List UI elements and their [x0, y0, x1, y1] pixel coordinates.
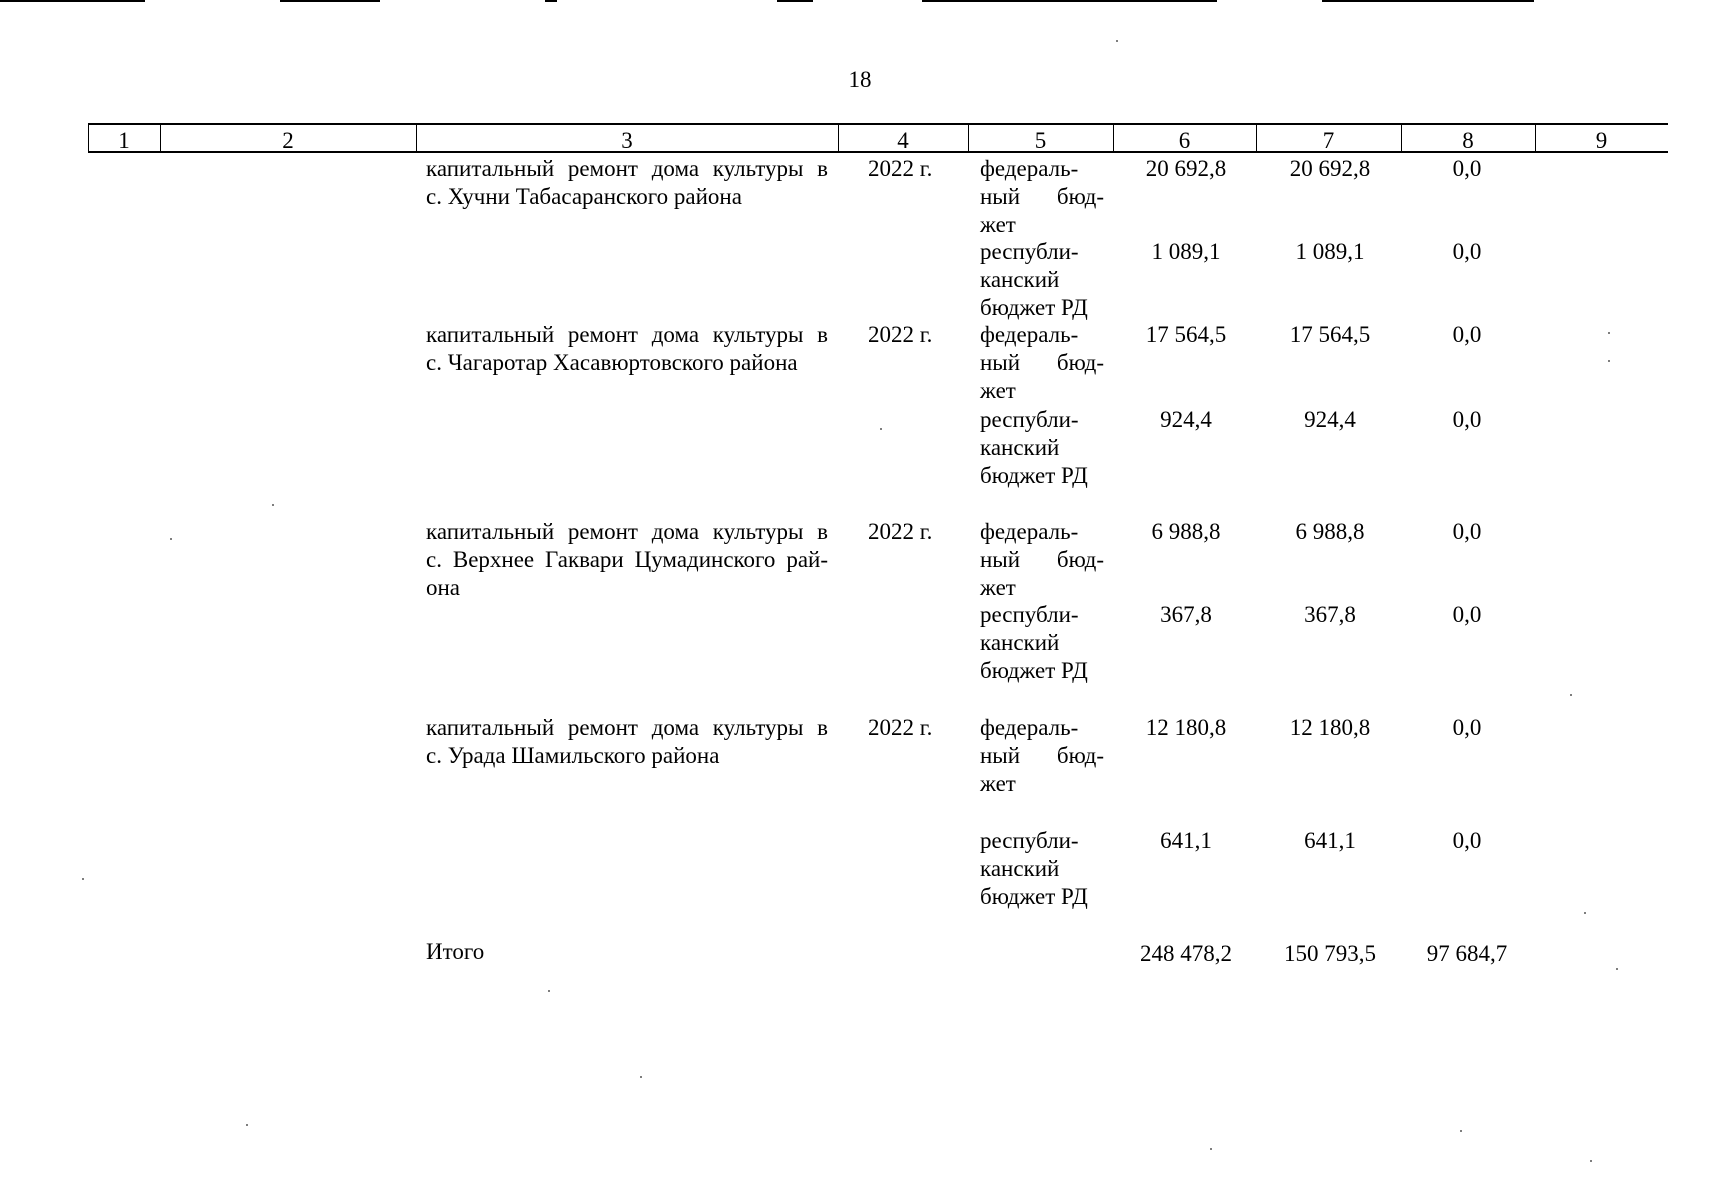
funding-source: [980, 406, 1104, 490]
scan-speck: [880, 428, 882, 430]
funding-source: [980, 238, 1104, 322]
amount-cell: 12 180,8: [1145, 715, 1227, 740]
scan-edge-mark: [777, 0, 813, 2]
amount-cell: 17 564,5: [1289, 322, 1371, 347]
amount-cell: 1 089,1: [1295, 239, 1365, 264]
amount-cell: 1 089,1: [1151, 239, 1221, 264]
amount-cell: 367,8: [1160, 602, 1212, 627]
description-line: с. Урада Шамильского района: [426, 743, 720, 768]
funding-source-line: федераль-: [980, 156, 1079, 181]
scan-speck: [1616, 968, 1618, 970]
scan-speck: [1116, 40, 1118, 42]
funding-source-line: жет: [980, 575, 1016, 600]
column-number: 9: [1595, 128, 1608, 153]
column-number: 5: [1034, 128, 1047, 153]
funding-source-line: республи-: [980, 602, 1079, 627]
table-header-top-rule: [88, 123, 1668, 125]
amount-cell: 17 564,5: [1145, 322, 1227, 347]
funding-source: [980, 714, 1104, 798]
funding-source-line: федераль-: [980, 715, 1079, 740]
object-description: [426, 714, 828, 770]
amount-cell: 0,0: [1452, 828, 1482, 853]
funding-source-line: республи-: [980, 407, 1079, 432]
funding-source: [980, 155, 1104, 239]
object-description: [426, 321, 828, 377]
scan-speck: [1590, 1160, 1592, 1162]
funding-source-line: жет: [980, 212, 1016, 237]
year-cell: 2022 г.: [868, 519, 933, 544]
column-number: 1: [118, 128, 130, 153]
scan-speck: [272, 504, 274, 506]
scan-edge-mark: [545, 0, 557, 2]
scan-speck: [1570, 694, 1572, 696]
funding-source-line: бюджет РД: [980, 884, 1088, 909]
amount-cell: 20 692,8: [1289, 156, 1371, 181]
amount-cell: 0,0: [1452, 519, 1482, 544]
funding-source: [980, 601, 1104, 685]
description-line: капитальный ремонт дома культуры в: [426, 322, 828, 347]
scan-speck: [1210, 1148, 1212, 1150]
funding-source-line: канский: [980, 435, 1060, 460]
scan-edge-mark: [0, 0, 145, 2]
amount-cell: 641,1: [1304, 828, 1356, 853]
amount-cell: 20 692,8: [1145, 156, 1227, 181]
amount-cell: 0,0: [1452, 322, 1482, 347]
funding-source-line: ный бюд-: [980, 547, 1104, 572]
description-line: капитальный ремонт дома культуры в: [426, 519, 828, 544]
column-number: 2: [282, 128, 294, 153]
total-amount: 248 478,2: [1140, 941, 1232, 966]
funding-source-line: бюджет РД: [980, 295, 1088, 320]
funding-source-line: республи-: [980, 239, 1079, 264]
funding-source-line: ный бюд-: [980, 350, 1104, 375]
column-number: 3: [621, 128, 633, 153]
total-amount: 150 793,5: [1284, 941, 1376, 966]
funding-source-line: ный бюд-: [980, 743, 1104, 768]
funding-source-line: канский: [980, 630, 1060, 655]
funding-source: [980, 518, 1104, 602]
scan-edge-mark: [922, 0, 1217, 2]
description-line: с. Верхнее Гаквари Цумадинского рай-: [426, 547, 828, 572]
description-line: капитальный ремонт дома культуры в: [426, 156, 828, 181]
scan-speck: [1608, 360, 1610, 362]
total-label: Итого: [426, 939, 485, 964]
scan-speck: [170, 538, 172, 540]
scan-speck: [246, 1124, 248, 1126]
total-amount: 97 684,7: [1426, 941, 1508, 966]
amount-cell: 0,0: [1452, 602, 1482, 627]
column-number: 6: [1178, 128, 1191, 153]
amount-cell: 924,4: [1160, 407, 1212, 432]
funding-source-line: федераль-: [980, 519, 1079, 544]
year-cell: 2022 г.: [868, 322, 933, 347]
amount-cell: 0,0: [1452, 156, 1482, 181]
amount-cell: 0,0: [1452, 715, 1482, 740]
year-cell: 2022 г.: [868, 156, 933, 181]
column-number: 8: [1462, 128, 1474, 153]
amount-cell: 12 180,8: [1289, 715, 1371, 740]
amount-cell: 6 988,8: [1295, 519, 1365, 544]
funding-source: [980, 321, 1104, 405]
scan-speck: [1460, 1130, 1462, 1132]
funding-source-line: бюджет РД: [980, 463, 1088, 488]
scan-speck: [82, 878, 84, 880]
description-line: капитальный ремонт дома культуры в: [426, 715, 828, 740]
funding-source-line: канский: [980, 267, 1060, 292]
amount-cell: 6 988,8: [1151, 519, 1221, 544]
funding-source-line: ный бюд-: [980, 184, 1104, 209]
funding-source-line: бюджет РД: [980, 658, 1088, 683]
amount-cell: 641,1: [1160, 828, 1212, 853]
amount-cell: 367,8: [1304, 602, 1356, 627]
scan-speck: [1584, 912, 1586, 914]
description-line: она: [426, 575, 461, 600]
scan-edge-mark: [280, 0, 380, 2]
funding-source-line: жет: [980, 771, 1016, 796]
scan-speck: [640, 1076, 642, 1078]
funding-source-line: федераль-: [980, 322, 1079, 347]
funding-source-line: жет: [980, 378, 1016, 403]
scan-speck: [548, 990, 550, 992]
scan-speck: [1608, 332, 1610, 334]
year-cell: 2022 г.: [868, 715, 933, 740]
description-line: с. Хучни Табасаранского района: [426, 184, 742, 209]
scan-edge-mark: [1322, 0, 1534, 2]
column-number: 4: [897, 128, 909, 153]
page-number: 18: [848, 67, 872, 92]
funding-source: [980, 827, 1104, 911]
amount-cell: 0,0: [1452, 407, 1482, 432]
funding-source-line: республи-: [980, 828, 1079, 853]
amount-cell: 924,4: [1304, 407, 1356, 432]
description-line: с. Чагаротар Хасавюртовского района: [426, 350, 798, 375]
column-number: 7: [1322, 128, 1335, 153]
object-description: [426, 155, 828, 211]
object-description: [426, 518, 828, 602]
amount-cell: 0,0: [1452, 239, 1482, 264]
funding-source-line: канский: [980, 856, 1060, 881]
